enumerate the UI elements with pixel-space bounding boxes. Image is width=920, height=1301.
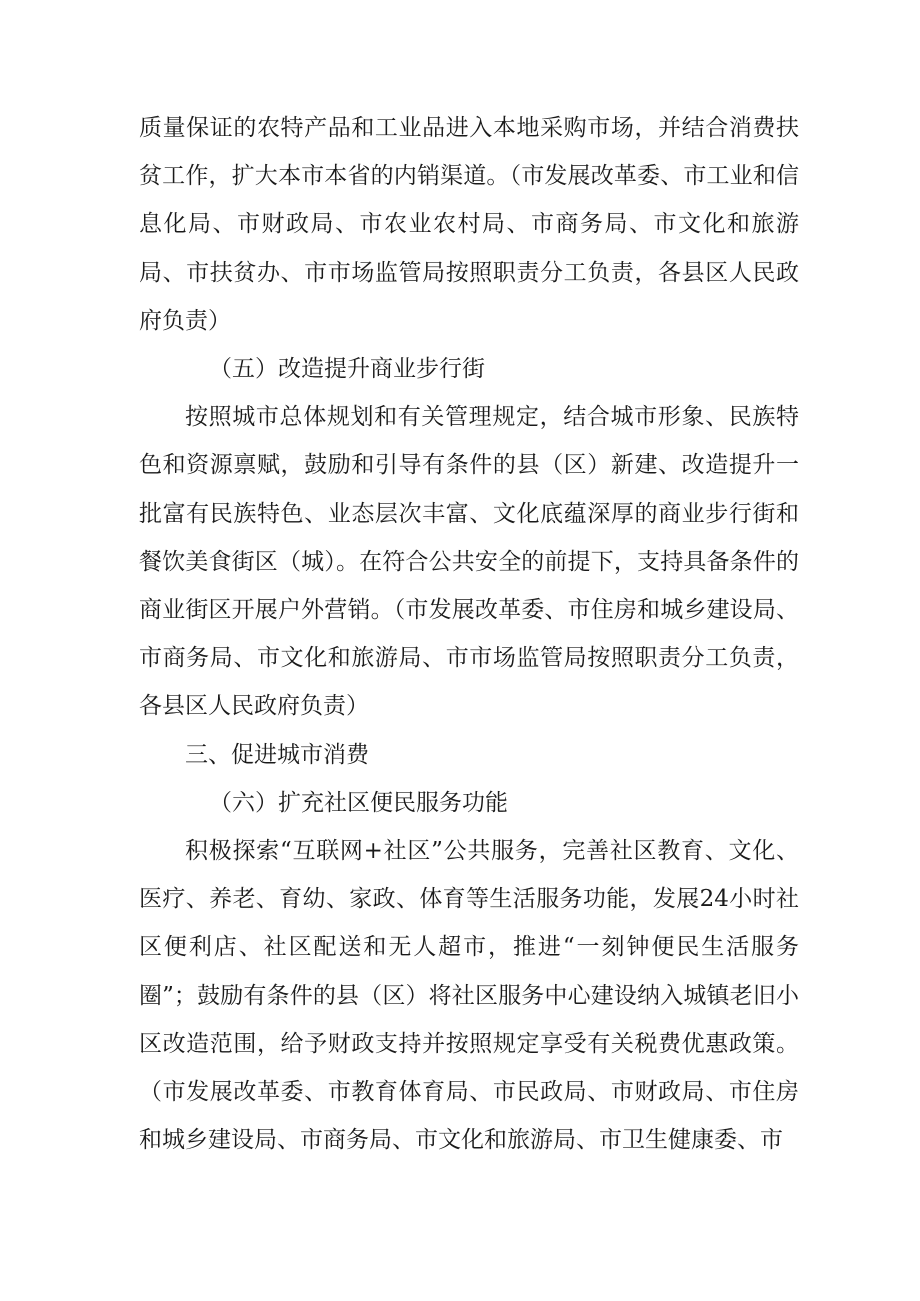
subheading-five: （五）改造提升商业步行街 — [209, 356, 485, 383]
paragraph-community-services: 积极探索“互联网+社区”公共服务，完善社区教育、文化、医疗、养老、育幼、家政、体育等生活服务功能，发展24小时社区便利店、社区配送和无人超市，推进“一刻钟便民生活服务圈”；鼓励有条件的县（区）将社区服务中心建设纳入城镇老旧小区改造范围，给予财政支持并按照规定享受有关税费优惠政策。（市发展改革委、市教育体育局、市民政局、市财政局、市住房和城乡建设局、市商务局、市文化和旅游局、市卫生健康委、市 — [139, 838, 799, 1154]
section-heading-three: 三、促进城市消费 — [185, 741, 369, 768]
document-body — [139, 104, 799, 1164]
paragraph-pedestrian-street: 按照城市总体规划和有关管理规定，结合城市形象、民族特色和资源禀赋，鼓励和引导有条件的县（区）新建、改造提升一批富有民族特色、业态层次丰富、文化底蕴深厚的商业步行街和餐饮美食街区（城）。在符合公共安全的前提下，支持具备条件的商业街区开展户外营销。（市发展改革委、市住房和城乡建设局、市商务局、市文化和旅游局、市市场监管局按照职责分工负责，各县区人民政府负责） — [139, 404, 799, 720]
paragraph-continued: 质量保证的农特产品和工业品进入本地采购市场，并结合消费扶贫工作，扩大本市本省的内销渠道。（市发展改革委、市工业和信息化局、市财政局、市农业农村局、市商务局、市文化和旅游局、市扶贫办、市市场监管局按照职责分工负责，各县区人民政府负责） — [139, 115, 799, 334]
subheading-six: （六）扩充社区便民服务功能 — [209, 789, 508, 816]
